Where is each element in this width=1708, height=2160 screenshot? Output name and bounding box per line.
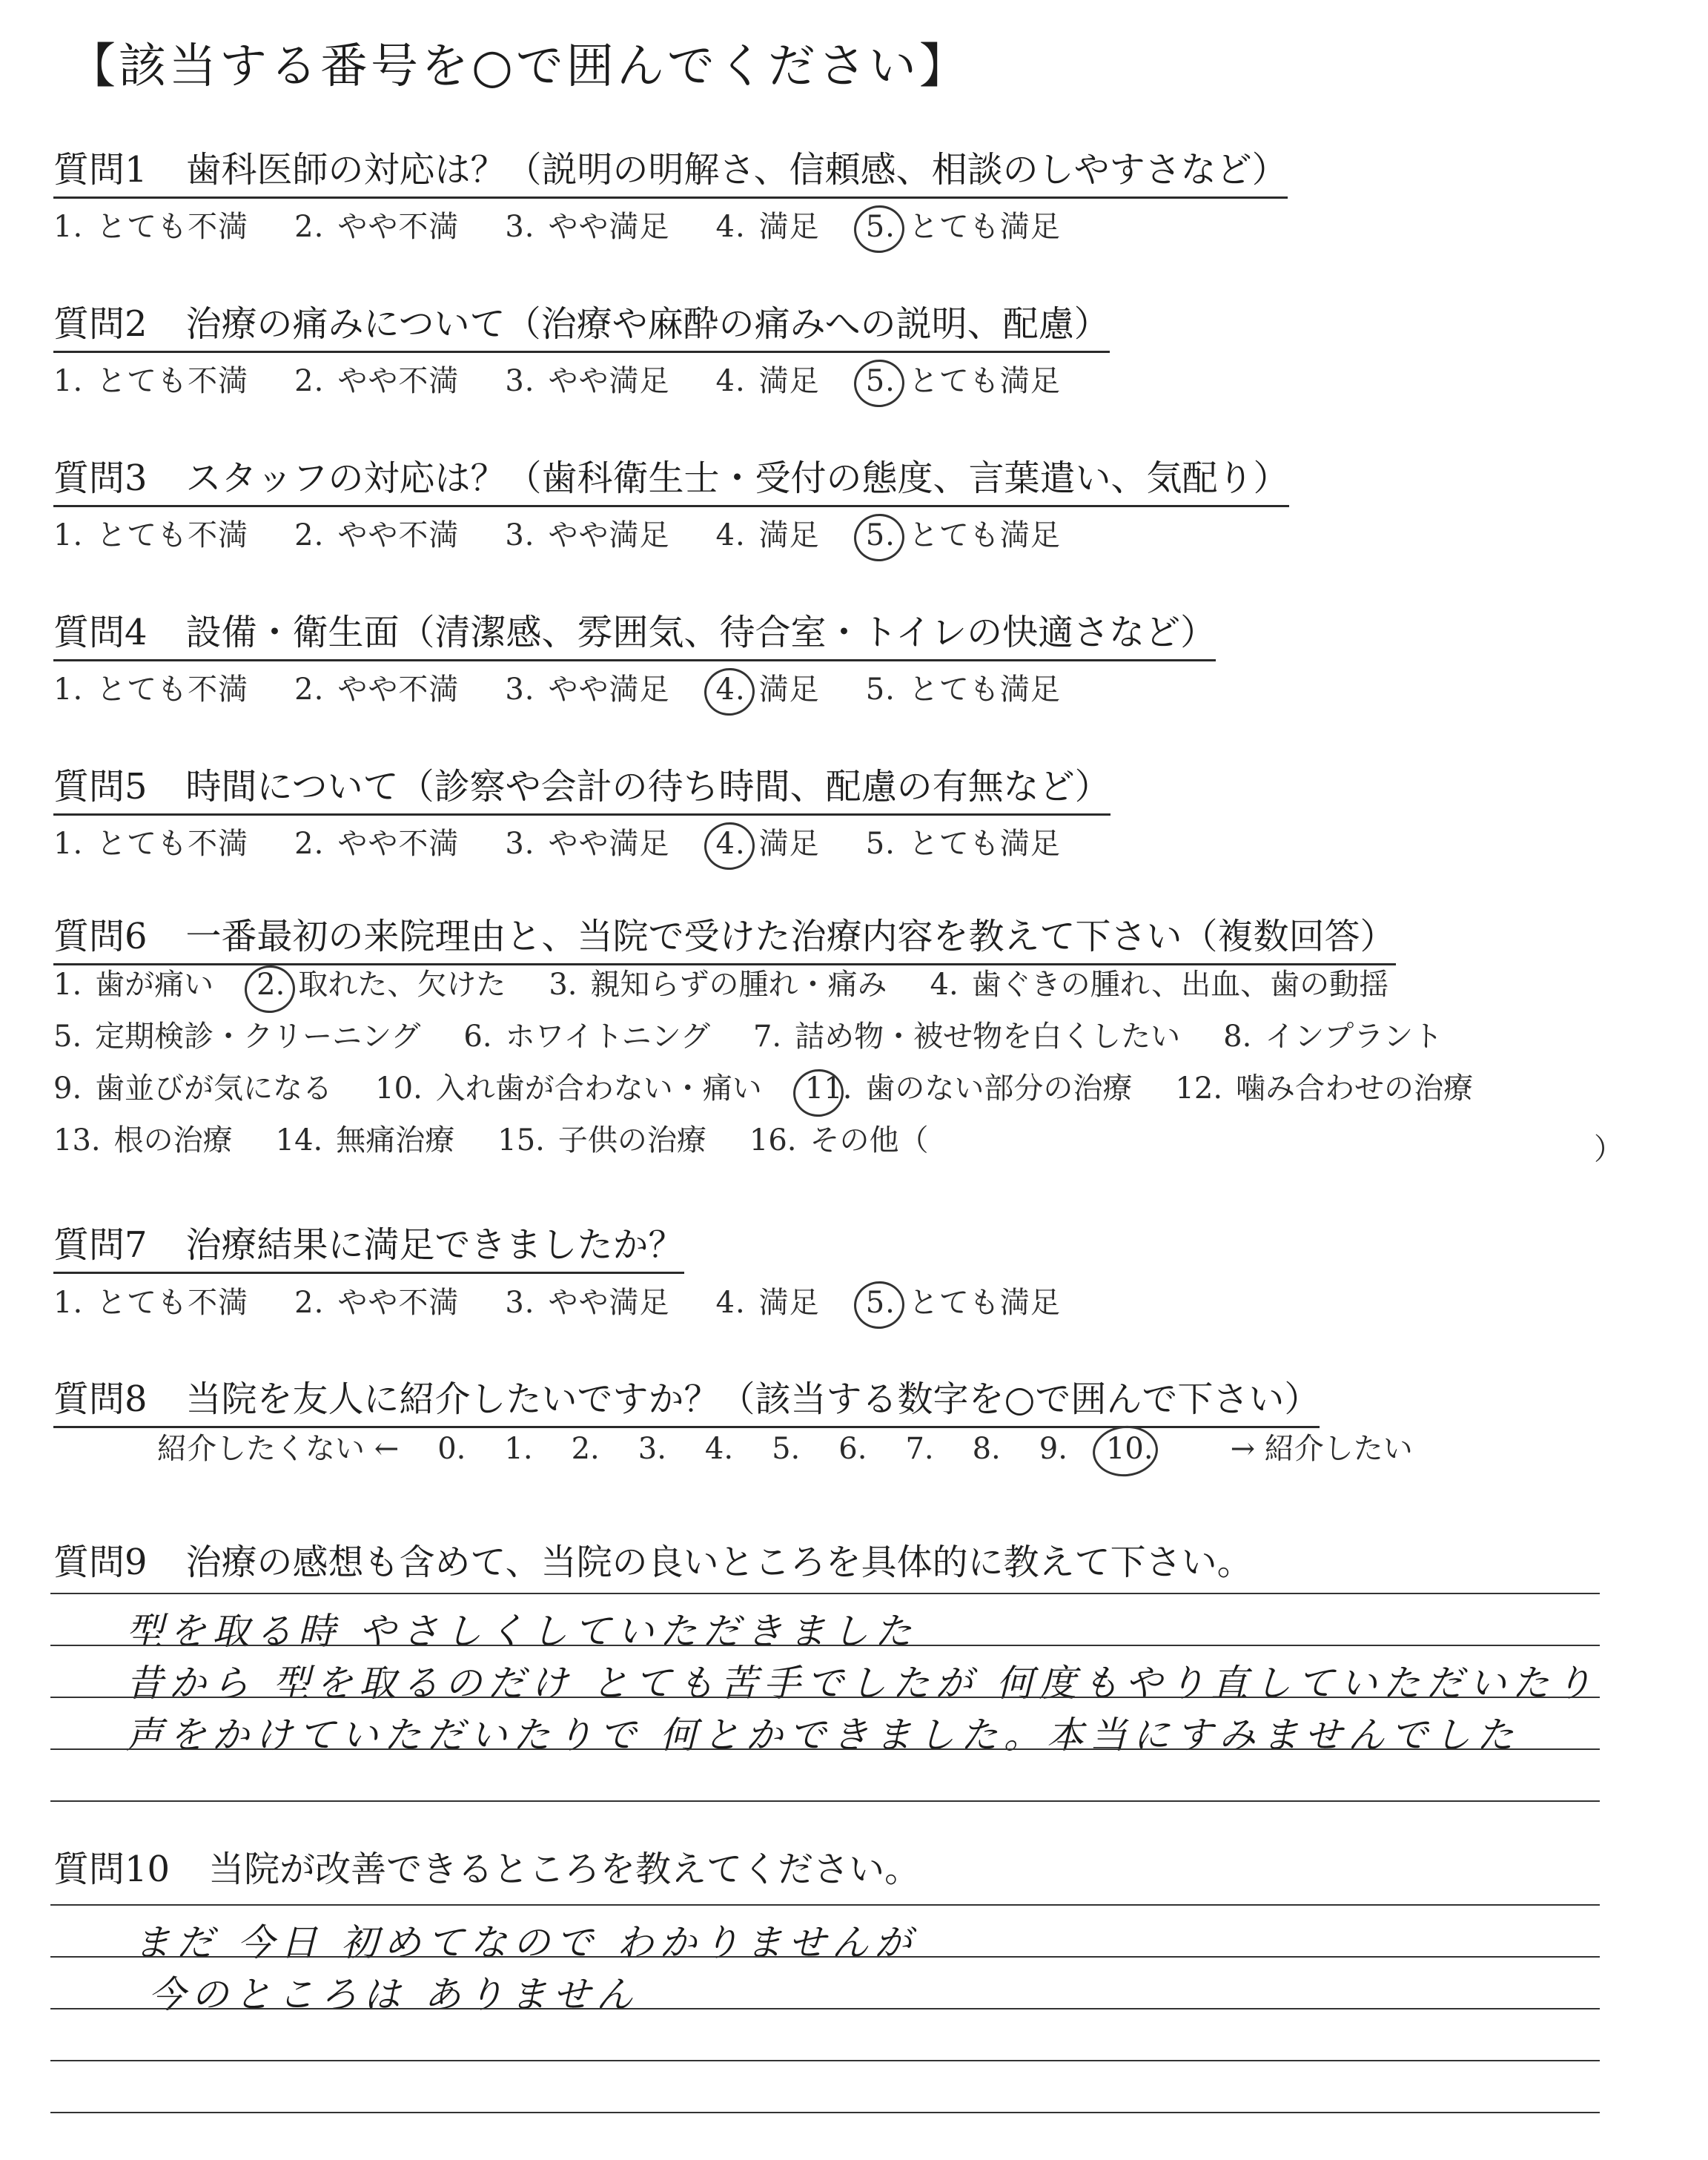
q6-option-13-number: 13.: [53, 1123, 101, 1157]
q2-option-2-number: 2.: [294, 364, 325, 398]
page-title: 【該当する番号を○で囲んでください】: [68, 39, 970, 94]
q7-option-4-number: 4.: [715, 1286, 746, 1320]
q7-title: [53, 1216, 684, 1274]
q4-option-3-label: やや満足: [548, 673, 670, 707]
q6-options-row-2: [53, 1020, 1486, 1054]
q6-option-15-number: 15.: [497, 1123, 545, 1157]
q7-option-2-label: やや不満: [337, 1286, 460, 1320]
q6-option-3[interactable]: [549, 970, 887, 1000]
q6-option-6[interactable]: [463, 1020, 710, 1054]
q10-rule-5: [50, 2112, 1600, 2113]
q9-answer-line-2: 昔から 型を取るのだけ とても苦手でしたが 何度もやり直していただいたり: [126, 1662, 1598, 1705]
q3-option-4-number: 4.: [715, 518, 746, 552]
q3-option-2-number: 2.: [294, 518, 325, 552]
q4-option-1-label: とても不満: [96, 673, 249, 707]
q3-title: [53, 449, 1289, 507]
q5-option-4-number: 4.: [715, 827, 746, 861]
q6-option-6-label: ホワイトニング: [505, 1020, 710, 1054]
q8-scale: [157, 1425, 1452, 1467]
q2-option-1[interactable]: [53, 357, 248, 400]
q5-option-2-number: 2.: [294, 827, 325, 861]
q9-rule-2: [50, 1645, 1600, 1646]
q2-option-5-selected[interactable]: [866, 357, 1061, 400]
q4-option-2[interactable]: [294, 666, 459, 708]
q2-text: 治療の痛みについて（治療や麻酔の痛みへの説明、配慮）: [185, 303, 1110, 345]
q1-option-1-number: 1.: [53, 210, 84, 244]
q6-option-2-label: 取れた、欠けた: [298, 968, 506, 1002]
q6-option-16-label: その他（: [810, 1123, 929, 1157]
q4-options: [53, 666, 1107, 708]
q5-option-2-label: やや不満: [337, 827, 460, 861]
q6-option-16-number: 16.: [749, 1123, 797, 1157]
q6-option-14[interactable]: [275, 1123, 455, 1157]
q3-options: [53, 512, 1107, 554]
q9-rule-5: [50, 1800, 1600, 1802]
q6-option-8[interactable]: [1223, 1020, 1443, 1054]
q9-rule-3: [50, 1697, 1600, 1698]
q6-option-9-number: 9.: [53, 1071, 82, 1106]
q6-option-10-label: 入れ歯が合わない・痛い: [435, 1071, 762, 1106]
q10-rule-3: [50, 2008, 1600, 2009]
q1-option-4[interactable]: [716, 203, 820, 245]
q6-option-10[interactable]: [375, 1071, 762, 1106]
q6-title: [53, 908, 1396, 965]
q7-option-4[interactable]: [716, 1279, 820, 1321]
q7-option-3-number: 3.: [505, 1286, 535, 1320]
q4-option-5[interactable]: [866, 666, 1061, 708]
q1-option-5-number: 5.: [865, 210, 896, 244]
q3-label: 質問3: [53, 458, 148, 499]
q4-option-2-number: 2.: [294, 673, 325, 707]
q1-label: 質問1: [53, 149, 148, 191]
q1-options: [53, 203, 1107, 245]
q1-text: 歯科医師の対応は？（説明の明解さ、信頼感、相談のしやすさなど）: [185, 149, 1288, 191]
q7-option-1-number: 1.: [53, 1286, 84, 1320]
q8-score-6[interactable]: 6.: [838, 1432, 867, 1466]
q3-text: スタッフの対応は？（歯科衛生士・受付の態度、言葉遣い、気配り）: [185, 458, 1289, 499]
q6-option-13[interactable]: [53, 1123, 233, 1157]
q4-option-2-label: やや不満: [337, 673, 460, 707]
q7-option-5-label: とても満足: [908, 1286, 1061, 1320]
q1-option-2-label: やや不満: [337, 210, 460, 244]
q8-score-5[interactable]: 5.: [772, 1432, 801, 1466]
q6-option-8-label: インプラント: [1265, 1020, 1443, 1054]
q9-text: 治療の感想も含めて、当院の良いところを具体的に教えて下さい。: [185, 1542, 1253, 1583]
q4-option-4-label: 満足: [758, 673, 820, 707]
q7-option-3-label: やや満足: [548, 1286, 670, 1320]
q5-option-5-number: 5.: [865, 827, 896, 861]
q4-option-5-number: 5.: [865, 673, 896, 707]
q7-option-5-selected[interactable]: [866, 1279, 1061, 1321]
q10-text: 当院が改善できるところを教えてください。: [208, 1849, 921, 1890]
q4-option-4-number: 4.: [715, 673, 746, 707]
q1-option-2[interactable]: [294, 203, 459, 245]
q2-option-4-number: 4.: [715, 364, 746, 398]
q8-score-3[interactable]: 3.: [638, 1432, 666, 1466]
q6-options-row-1: [53, 970, 1431, 1000]
q6-option-12-label: 噛み合わせの治療: [1236, 1071, 1474, 1106]
q2-option-2[interactable]: [294, 357, 459, 400]
q6-option-4-label: 歯ぐきの腫れ、出血、歯の動揺: [971, 968, 1389, 1002]
q3-option-1-label: とても不満: [96, 518, 249, 552]
q6-option-7-label: 詰め物・被せ物を白くしたい: [795, 1020, 1181, 1054]
q2-option-5-label: とても満足: [908, 364, 1061, 398]
q6-option-5-label: 定期検診・クリーニング: [95, 1020, 421, 1054]
q9-rule-4: [50, 1748, 1600, 1750]
q6-option-10-number: 10.: [375, 1071, 423, 1106]
q10-answer-line-1: まだ 今日 初めてなので わかりませんが: [133, 1921, 918, 1964]
q6-option-12-number: 12.: [1175, 1071, 1223, 1106]
q10-title: [53, 1840, 920, 1896]
q1-option-5-label: とても満足: [908, 210, 1061, 244]
q5-option-3-label: やや満足: [548, 827, 670, 861]
q7-label: 質問7: [53, 1224, 148, 1266]
q2-option-1-label: とても不満: [96, 364, 249, 398]
q3-option-1-number: 1.: [53, 518, 84, 552]
q6-option-14-number: 14.: [275, 1123, 323, 1157]
q8-score-2[interactable]: 2.: [571, 1432, 600, 1466]
q3-option-5-number: 5.: [865, 518, 896, 552]
q6-option-14-label: 無痛治療: [336, 1123, 455, 1157]
q6-options-row-4: [53, 1123, 972, 1157]
q3-option-1[interactable]: [53, 512, 248, 554]
q3-option-5-label: とても満足: [908, 518, 1061, 552]
q8-score-0[interactable]: 0.: [437, 1432, 466, 1466]
q5-option-4-selected[interactable]: [716, 820, 820, 862]
q6-option-12[interactable]: [1175, 1071, 1474, 1106]
q6-option-3-label: 親知らずの腫れ・痛み: [590, 968, 887, 1002]
q7-option-4-label: 満足: [758, 1286, 820, 1320]
q5-option-5-label: とても満足: [908, 827, 1061, 861]
q8-left-label: 紹介したくない ←: [157, 1432, 400, 1466]
q10-rule-2: [50, 1956, 1600, 1958]
q6-option-9-label: 歯並びが気になる: [95, 1071, 333, 1106]
q7-option-3[interactable]: [505, 1279, 669, 1321]
q6-option-8-number: 8.: [1223, 1020, 1252, 1054]
q4-option-1[interactable]: [53, 666, 248, 708]
q9-label: 質問9: [53, 1542, 148, 1583]
q9-answer-line-3: 声をかけていただいたりで 何とかできました。本当にすみませんでした: [126, 1714, 1520, 1757]
q7-option-5-number: 5.: [865, 1286, 896, 1320]
q3-option-2-label: やや不満: [337, 518, 460, 552]
q10-rule-1: [50, 1904, 1600, 1906]
q9-title: [53, 1533, 1253, 1589]
q1-option-5-selected[interactable]: [866, 203, 1061, 245]
q6-option-5[interactable]: [53, 1020, 421, 1054]
q5-option-4-label: 満足: [758, 827, 820, 861]
q8-scale-values: [437, 1432, 1191, 1466]
q6-option-2-number: 2.: [256, 968, 285, 1002]
q4-option-1-number: 1.: [53, 673, 84, 707]
q4-option-3-number: 3.: [505, 673, 535, 707]
q6-option-6-number: 6.: [463, 1020, 492, 1054]
q6-option-11-selected[interactable]: [804, 1071, 1133, 1106]
q9-rule-1: [50, 1593, 1600, 1594]
q10-rule-4: [50, 2060, 1600, 2061]
q6-option-9[interactable]: [53, 1071, 333, 1106]
q6-option-11-label: 歯のない部分の治療: [865, 1071, 1133, 1106]
q2-option-1-number: 1.: [53, 364, 84, 398]
q1-option-3-label: やや満足: [548, 210, 670, 244]
q6-option-15[interactable]: [497, 1123, 706, 1157]
q6-option-1-number: 1.: [53, 968, 82, 1002]
q6-option-4[interactable]: [930, 970, 1389, 1000]
q5-title: [53, 758, 1110, 816]
q6-option-13-label: 根の治療: [113, 1123, 233, 1157]
q6-options-row-3: [53, 1071, 1516, 1106]
q7-option-2[interactable]: [294, 1279, 459, 1321]
q6-option-3-number: 3.: [549, 968, 577, 1002]
q5-options: [53, 820, 1107, 862]
q6-option-15-label: 子供の治療: [557, 1123, 706, 1157]
q3-option-2[interactable]: [294, 512, 459, 554]
q1-option-1[interactable]: [53, 203, 248, 245]
q1-option-2-number: 2.: [294, 210, 325, 244]
q6-option-11-number: 11.: [804, 1071, 853, 1106]
q9-answer-line-1: 型を取る時 やさしくしていただきました: [126, 1610, 918, 1653]
q1-option-4-number: 4.: [715, 210, 746, 244]
q2-option-5-number: 5.: [865, 364, 896, 398]
q7-options: [53, 1279, 1107, 1321]
q7-option-2-number: 2.: [294, 1286, 325, 1320]
q5-option-3[interactable]: [505, 820, 669, 862]
q4-text: 設備・衛生面（清潔感、雰囲気、待合室・トイレの快適さなど）: [185, 612, 1217, 653]
q8-title: [53, 1370, 1320, 1428]
q6-label: 質問6: [53, 916, 148, 957]
q7-option-1[interactable]: [53, 1279, 248, 1321]
q6-other-close: ）: [1594, 1132, 1623, 1166]
q6-option-2-selected[interactable]: [256, 970, 506, 1000]
q6-option-16[interactable]: [749, 1123, 929, 1157]
q1-option-3[interactable]: [505, 203, 669, 245]
q3-option-4-label: 満足: [758, 518, 820, 552]
q5-option-1-number: 1.: [53, 827, 84, 861]
q1-title: [53, 141, 1288, 199]
q2-label: 質問2: [53, 303, 148, 345]
q1-option-3-number: 3.: [505, 210, 535, 244]
q3-option-4[interactable]: [716, 512, 820, 554]
q2-option-2-label: やや不満: [337, 364, 460, 398]
q4-option-4-selected[interactable]: [716, 666, 820, 708]
q3-option-5-selected[interactable]: [866, 512, 1061, 554]
q4-option-5-label: とても満足: [908, 673, 1061, 707]
q6-text: 一番最初の来院理由と、当院で受けた治療内容を教えて下さい（複数回答）: [185, 916, 1396, 957]
q3-option-3[interactable]: [505, 512, 669, 554]
q5-option-1[interactable]: [53, 820, 248, 862]
q1-option-4-label: 満足: [758, 210, 820, 244]
q8-right-label: → 紹介したい: [1230, 1432, 1413, 1466]
q2-option-4-label: 満足: [758, 364, 820, 398]
q2-option-3-number: 3.: [505, 364, 535, 398]
q7-option-1-label: とても不満: [96, 1286, 249, 1320]
q8-text: 当院を友人に紹介したいですか？（該当する数字を○で囲んで下さい）: [185, 1378, 1320, 1420]
q6-option-7[interactable]: [752, 1020, 1181, 1054]
q6-option-4-number: 4.: [930, 968, 959, 1002]
q6-option-1-label: 歯が痛い: [95, 968, 214, 1002]
q5-option-1-label: とても不満: [96, 827, 249, 861]
q5-label: 質問5: [53, 766, 148, 807]
q8-label: 質問8: [53, 1378, 148, 1420]
q8-score-7[interactable]: 7.: [905, 1432, 934, 1466]
q4-option-3[interactable]: [505, 666, 669, 708]
q6-option-7-number: 7.: [752, 1020, 782, 1054]
q6-option-5-number: 5.: [53, 1020, 82, 1054]
q1-option-1-label: とても不満: [96, 210, 249, 244]
q4-label: 質問4: [53, 612, 148, 653]
q5-option-2[interactable]: [294, 820, 459, 862]
q4-title: [53, 604, 1216, 661]
q5-option-5[interactable]: [866, 820, 1061, 862]
q8-score-9[interactable]: 9.: [1039, 1432, 1068, 1466]
q2-option-4[interactable]: [716, 357, 820, 400]
q6-option-1[interactable]: [53, 970, 214, 1000]
q8-score-1[interactable]: 1.: [504, 1432, 533, 1466]
q2-option-3[interactable]: [505, 357, 669, 400]
q10-answer-line-2: 今のところは ありません: [148, 1973, 639, 2016]
q2-options: [53, 357, 1107, 400]
q5-text: 時間について（診察や会計の待ち時間、配慮の有無など）: [185, 766, 1110, 807]
q3-option-3-number: 3.: [505, 518, 535, 552]
q2-option-3-label: やや満足: [548, 364, 670, 398]
q2-title: [53, 295, 1110, 353]
q10-label: 質問10: [53, 1849, 171, 1890]
q5-option-3-number: 3.: [505, 827, 535, 861]
q8-score-10-selected[interactable]: 10.: [1105, 1432, 1153, 1466]
q8-score-8[interactable]: 8.: [972, 1432, 1001, 1466]
q7-text: 治療結果に満足できましたか？: [185, 1224, 684, 1266]
q8-score-4[interactable]: 4.: [704, 1432, 734, 1466]
q3-option-3-label: やや満足: [548, 518, 670, 552]
